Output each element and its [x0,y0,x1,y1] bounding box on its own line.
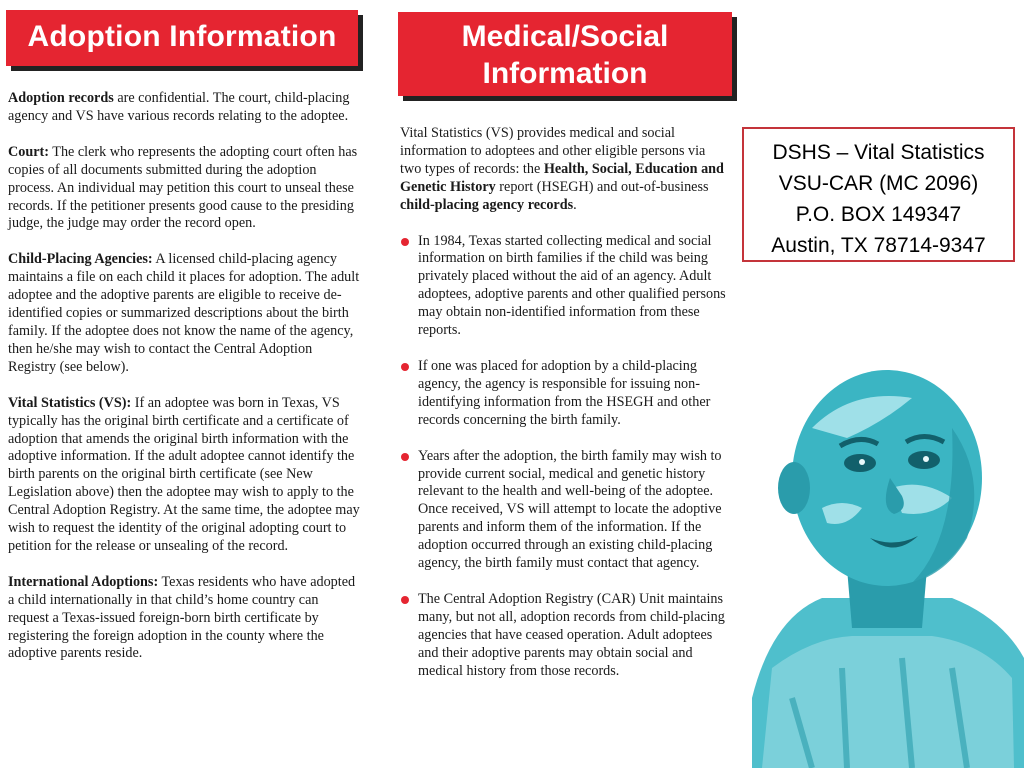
mailing-address-box [742,127,1015,262]
vital-statistics-paragraph: Vital Statistics (VS): If an adoptee was born in Texas, VS typically has the original birth certificate and a certificate of adoption that amends the original birth information with the adoptive information. If the adult adoptee cannot identify the birth parents on the original birth certificate (see New Legislation above) then the adoptee may wish to apply to the Central Adoption Registry. At the same time, the adoptee may wish to request the identity of the original adopting court to petition for the release or unsealing of the record. [8,394,360,554]
bullet-item-1984: In 1984, Texas started collecting medical and social information on birth families if the child was being privately placed without the aid of an agency. Adult adoptees, adoptive parents and other qualified persons may obtain non-identified information from these reports. [400,233,730,340]
adoption-records-paragraph: Adoption records are confidential. The court, child-placing agency and VS have various records relating to the adoptee. [8,90,350,124]
child-placing-agencies-paragraph: Child-Placing Agencies: A licensed child-placing agency maintains a file on each child it places for adoption. The adult adoptee and the adoptive parents are eligible to receive de-identified copies or summarized descriptions about the birth family. If the adoptee does not know the name of the agency, then he/she may wish to contact the Central Adoption Registry (see below). [8,251,360,375]
bullet-item-birth-family: Years after the adoption, the birth family may wish to provide current social, medical and genetic history relevant to the health and well-being of the adoptee. Once received, VS will attempt to locate the adoptive parents and inform them of the information. If the adoption occurred through an existing child-placing agency, the birth family must contact that agency. [400,448,730,573]
medical-social-information-banner [398,12,732,96]
adoption-information-column [8,90,362,681]
international-adoptions-paragraph: International Adoptions: Texas residents who have adopted a child internationally in that child’s home country can request a Texas-issued foreign-born birth certificate by registering the foreign adoption in the county where the adoptive parents reside. [8,573,356,662]
red-bullet-icon [401,596,409,604]
red-bullet-icon [401,453,409,461]
medical-bullet-list [400,233,730,681]
bullet-item-child-placing: If one was placed for adoption by a child-placing agency, the agency is responsible for issuing non-identifying information from the HSEGH and other records concerning the birth family. [400,358,730,430]
address-line-1: DSHS – Vital Statistics [772,141,985,164]
court-paragraph: Court: The clerk who represents the adopting court often has copies of all documents submitted during the adoption process. An individual may petition this court to unseal these records. If the petitioner presents good cause to the presiding judge, the judge may order the record open. [8,143,358,232]
red-bullet-icon [401,238,409,246]
medical-social-column [400,125,730,698]
bullet-item-car-unit: The Central Adoption Registry (CAR) Unit maintains many, but not all, adoption records from child-placing agencies that have ceased operation. Adult adoptees and their adoptive parents may obtain social and medical history from those records. [400,591,730,681]
address-line-2: VSU-CAR (MC 2096) [778,172,979,195]
medical-social-title-line2: Information [482,57,648,90]
red-bullet-icon [401,363,409,371]
medical-social-title-line1: Medical/Social [461,20,669,53]
child-portrait-image [752,368,1024,768]
address-line-4: Austin, TX 78714-9347 [771,234,986,257]
adoption-information-banner [6,10,358,66]
address-line-3: P.O. BOX 149347 [795,203,962,226]
medical-intro-paragraph: Vital Statistics (VS) provides medical and social information to adoptees and other eligible persons via two types of records: the Health, Social, Education and Genetic History report (HSEGH) and out-of-business child-placing agency records. [400,125,724,213]
adoption-information-title: Adoption Information [27,20,337,53]
